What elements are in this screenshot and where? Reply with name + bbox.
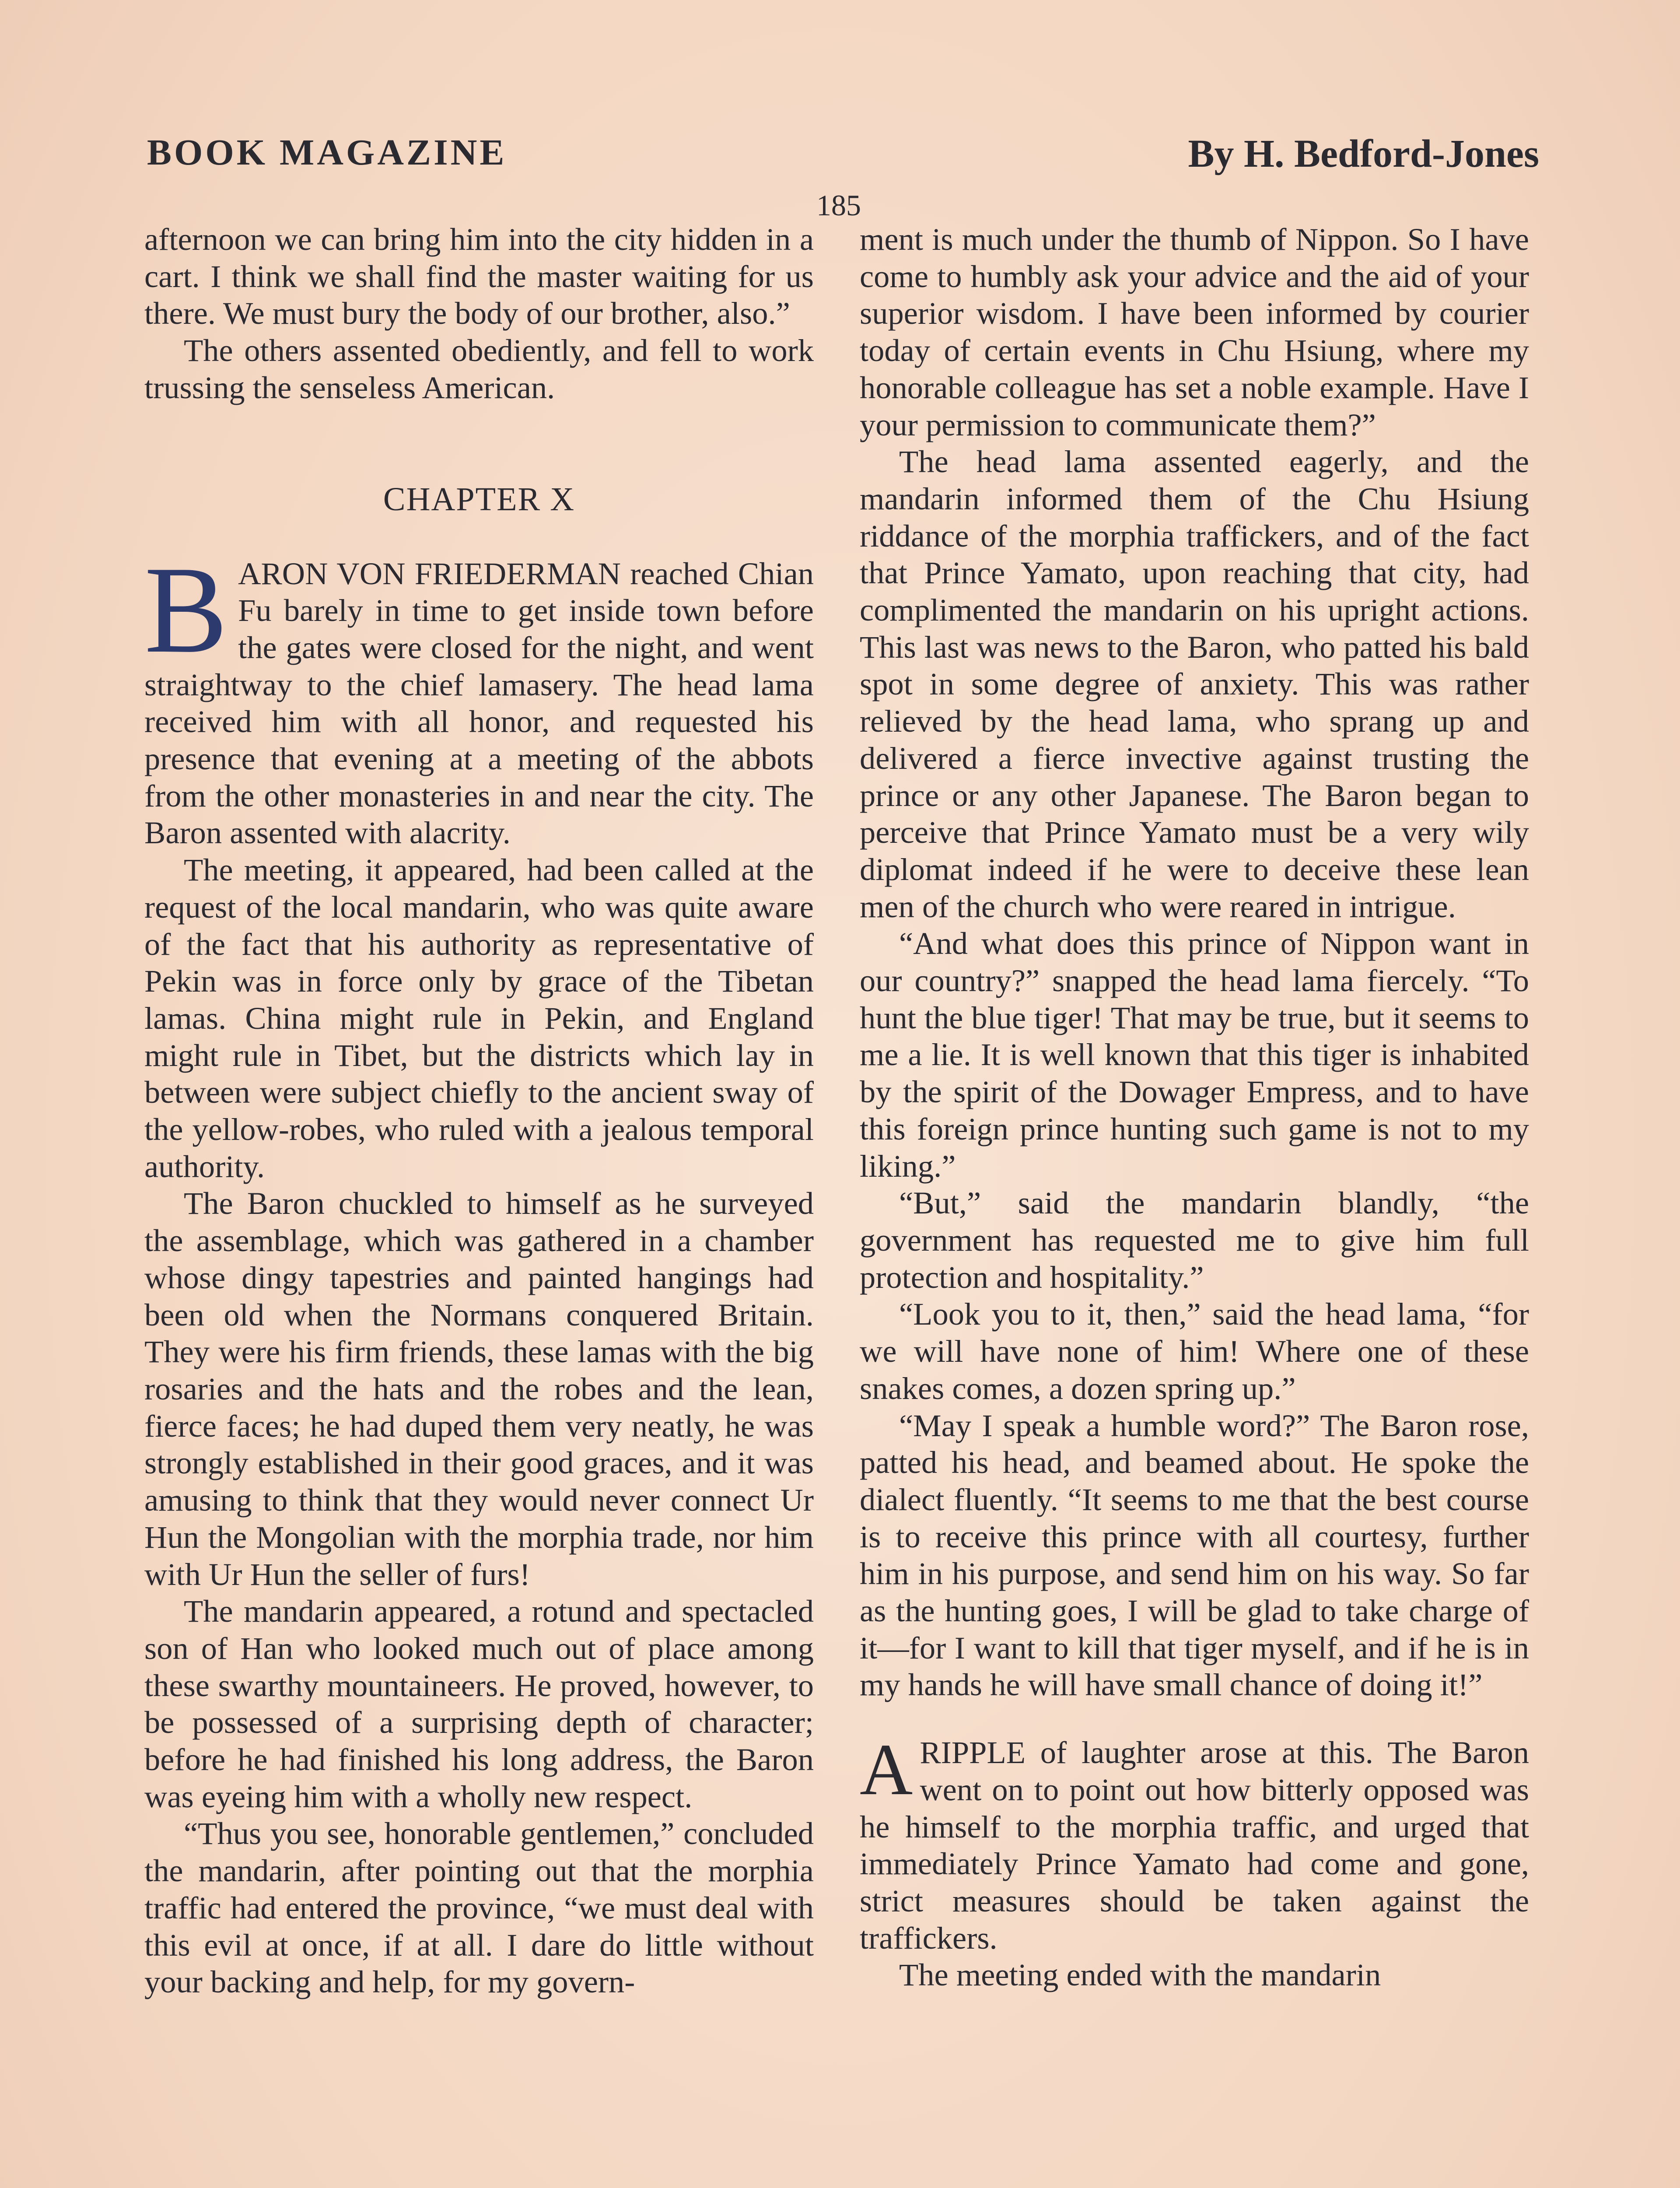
drop-cap: A	[860, 1729, 913, 1811]
paragraph: afternoon we can bring him into the city hidden in a cart. I think we shall find the master waiting for us there. We must bury the body of our brother, also.”	[144, 221, 814, 331]
chapter-heading: CHAPTER X	[383, 480, 575, 518]
drop-cap: B	[144, 540, 228, 679]
author-byline: By H. Bedford-Jones	[1188, 132, 1539, 175]
paragraph: “Thus you see, honorable gentlemen,” concluded the mandarin, after pointing out that the morphia traffic had entered the province, “we must deal with this evil at once, if at all. I dare do little without your backing and help, for my govern-	[144, 1816, 814, 2000]
paragraph: The others assented obediently, and fell to work trussing the senseless American.	[144, 333, 814, 405]
paragraph: The meeting ended with the mandarin	[899, 1957, 1381, 1993]
right-column	[860, 221, 1529, 1994]
paragraph-text: RIPPLE of laughter arose at this. The Baron went on to point out how bitterly opposed was he himself to the morphia traffic, and urged that immediately Prince Yamato had come and gone, strict measures should be taken against the traffickers.	[860, 1735, 1529, 1956]
chapter-opening-paragraph	[144, 540, 814, 852]
paragraph: “May I speak a humble word?” The Baron rose, patted his head, and beamed about. He spoke the dialect fluently. “It seems to me that the best course is to receive this prince with all courtesy, further him in his purpose, and send him on his way. So far as the hunting goes, I will be glad to take charge of it—for I want to kill that tiger myself, and if he is in my hands he will have small chance of doing it!”	[860, 1407, 1529, 1703]
paragraph: The Baron chuckled to himself as he surveyed the assemblage, which was gathered in a chamber whose dingy tapestries and painted hangings had been old when the Normans conquered Britain. They were his firm friends, these lamas with the big rosaries and the hats and the robes and the lean, fierce faces; he had duped them very neatly, he was strongly established in their good graces, and it was amusing to think that they would never connect Ur Hun the Mongolian with the morphia trade, nor him with Ur Hun the seller of furs!	[144, 1185, 814, 1592]
paragraph: “But,” said the mandarin blandly, “the government has requested me to give him full protection and hospitality.”	[860, 1185, 1529, 1295]
magazine-title: BOOK MAGAZINE	[147, 132, 507, 173]
paragraph: The head lama assented eagerly, and the mandarin informed them of the Chu Hsiung riddance of the morphia traffickers, and of the fact that Prince Yamato, upon reaching that city, had complimented the mandarin on his upright actions. This last was news to the Baron, who patted his bald spot in some degree of anxiety. This was rather relieved by the head lama, who sprang up and delivered a fierce invective against trusting the prince or any other Japanese. The Baron began to perceive that Prince Yamato must be a very wily diplomat indeed if he were to deceive these lean men of the church who were reared in intrigue.	[860, 444, 1529, 924]
section-opening-paragraph	[860, 1729, 1529, 1957]
paragraph: The meeting, it appeared, had been called at the request of the local mandarin, who was quite aware of the fact that his authority as representative of Pekin was in force only by grace of the Tibetan lamas. China might rule in Pekin, and England might rule in Tibet, but the districts which lay in between were subject chiefly to the ancient sway of the yellow-robes, who ruled with a jealous temporal authority.	[144, 852, 814, 1184]
paragraph: “And what does this prince of Nippon want in our country?” snapped the head lama fiercely. “To hunt the blue tiger! That may be true, but it seems to me a lie. It is well known that this tiger is inhabited by the spirit of the Dowager Empress, and to have this foreign prince hunting such game is not to my liking.”	[860, 926, 1529, 1184]
section-break	[860, 1704, 1529, 1734]
page-number: 185	[816, 189, 861, 222]
paragraph: “Look you to it, then,” said the head lama, “for we will have none of him! Where one of these snakes comes, a dozen spring up.”	[860, 1296, 1529, 1406]
left-column	[144, 221, 814, 2001]
paragraph: The mandarin appeared, a rotund and spectacled son of Han who looked much out of place among these swarthy mountaineers. He proved, however, to be possessed of a surprising depth of character; before he had finished his long address, the Baron was eyeing him with a wholly new respect.	[144, 1593, 814, 1814]
paragraph-text: ARON VON FRIEDERMAN reached Chian Fu barely in time to get inside town before the gates were closed for the night, and went straightway to the chief lamasery. The head lama received him with all honor, and requested his presence that evening at a meeting of the abbots from the other monasteries in and near the city. The Baron assented with alacrity.	[144, 555, 814, 851]
paragraph: ment is much under the thumb of Nippon. So I have come to humbly ask your advice and the aid of your superior wisdom. I have been informed by courier today of certain events in Chu Hsiung, where my honorable colleague has set a noble example. Have I your permission to communicate them?”	[860, 221, 1529, 442]
